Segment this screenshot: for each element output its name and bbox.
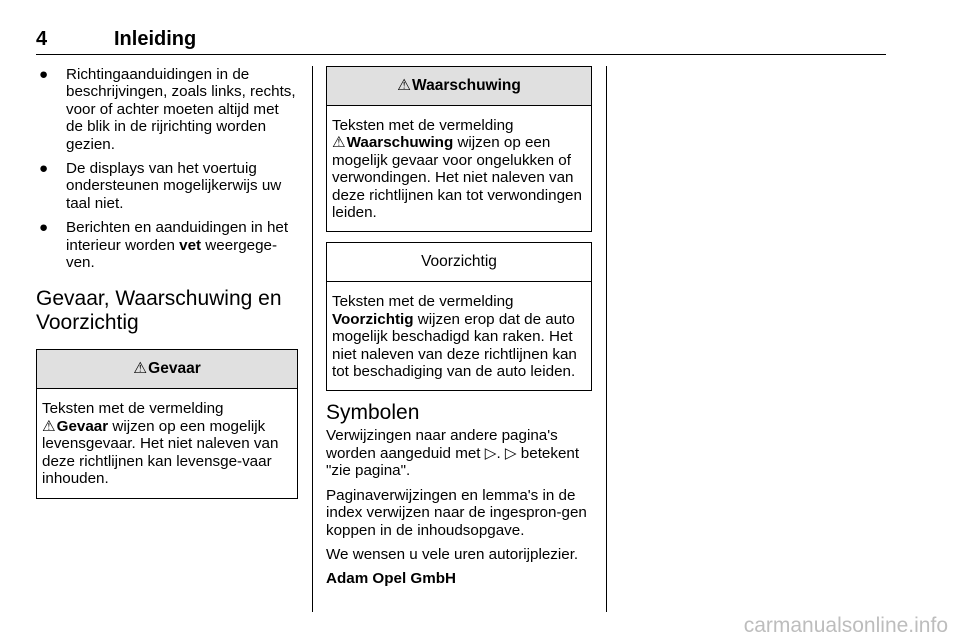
paragraph: Paginaverwijzingen en lemma's in de index verwijzen naar de ingespron-gen koppen in de inhoudsopgave.: [326, 486, 587, 539]
page-reference-icon: ▷: [484, 444, 497, 462]
warning-icon: ⚠: [332, 134, 346, 152]
warning-icon: ⚠: [42, 417, 56, 435]
warning-icon: ⚠: [133, 360, 148, 378]
waarschuwing-box-body: Teksten met de vermelding ⚠Waarschuwing wijzen op een mogelijk gevaar voor ongelukken of verwondingen. Het niet naleven van deze richtlijnen kan tot verwondingen leiden.: [332, 117, 582, 222]
column-left: [36, 66, 298, 509]
column-divider: [606, 66, 607, 612]
warning-icon: ⚠: [397, 77, 412, 94]
bullet-icon: ●: [39, 219, 49, 237]
gevaar-box: [36, 349, 298, 498]
bullet-icon: ●: [39, 160, 49, 178]
page-reference-icon: ▷: [504, 444, 517, 462]
waarschuwing-box-header: ⚠Waarschuwing: [327, 67, 591, 106]
column-divider: [312, 66, 313, 612]
list-item: ● Richtingaanduidingen in de beschrijvingen, zoals links, rechts, voor of achter moeten altijd met de blik in de rijrichting worden gezien.: [39, 66, 296, 153]
voorzichtig-box: [326, 242, 592, 391]
page-number: 4: [36, 28, 48, 50]
gevaar-box-header: ⚠Gevaar: [37, 350, 297, 389]
section-heading: Gevaar, Waarschuwing en Voorzichtig: [36, 287, 282, 335]
page-header: [36, 28, 886, 55]
chapter-title: Inleiding: [114, 28, 197, 50]
section-heading-symbolen: Symbolen: [326, 401, 420, 425]
paragraph: We wensen u vele uren autorijplezier.: [326, 545, 579, 563]
voorzichtig-box-body: Teksten met de vermelding Voorzichtig wijzen erop dat de auto mogelijk beschadigd kan raken. Het niet naleven van deze richtlijnen kan tot beschadiging van de auto leiden.: [332, 293, 577, 381]
list-item: ● Berichten en aanduidingen in het interieur worden vet weergege-ven.: [39, 219, 289, 272]
watermark: carmanualsonline.info: [743, 614, 948, 637]
column-middle: [326, 66, 592, 595]
voorzichtig-box-header: Voorzichtig: [327, 243, 591, 282]
waarschuwing-box: [326, 66, 592, 232]
signature: Adam Opel GmbH: [326, 570, 456, 588]
gevaar-box-body: Teksten met de vermelding ⚠Gevaar wijzen op een mogelijk levensgevaar. Het niet naleven van deze richtlijnen kan levensge-vaar inhouden.: [42, 400, 279, 488]
bullet-list: [36, 66, 298, 271]
list-item: ● De displays van het voertuig ondersteunen mogelijkerwijs uw taal niet.: [39, 160, 282, 212]
bullet-icon: ●: [39, 66, 49, 83]
paragraph: Verwijzingen naar andere pagina's worden aangeduid met ▷. ▷ betekent "zie pagina".: [326, 427, 580, 480]
